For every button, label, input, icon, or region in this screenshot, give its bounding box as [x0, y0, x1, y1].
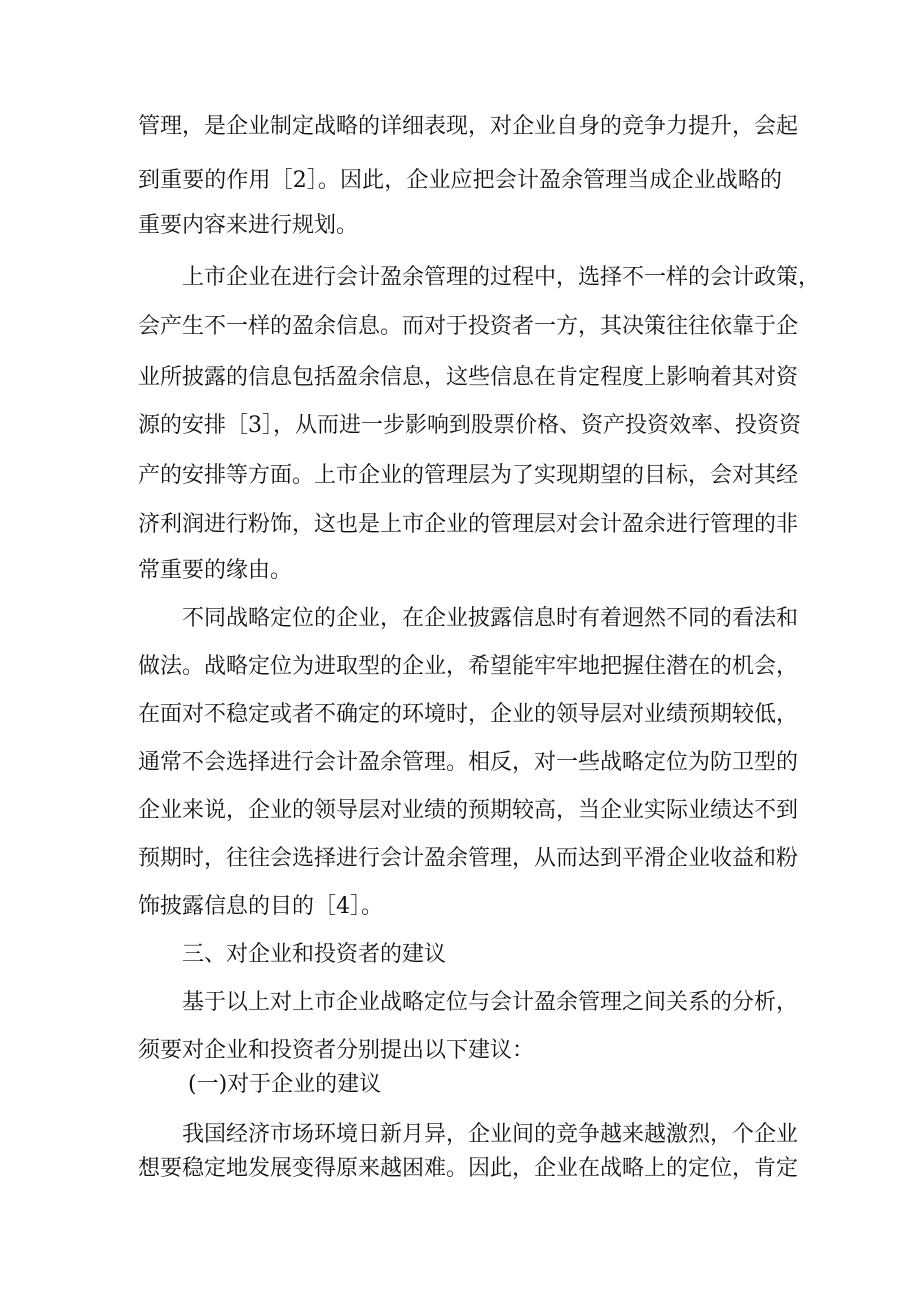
- body-line: 产的安排等方面。上市企业的管理层为了实现期望的目标，会对其经: [138, 463, 799, 488]
- section-heading: 三、对企业和投资者的建议: [182, 942, 447, 967]
- body-line: 想要稳定地发展变得原来越困难。因此，企业在战略上的定位，肯定: [138, 1156, 799, 1181]
- body-line: 会产生不一样的盈余信息。而对于投资者一方，其决策往往依靠于企: [138, 314, 799, 339]
- body-line: 在面对不稳定或者不确定的环境时，企业的领导层对业绩预期较低，: [138, 702, 799, 727]
- body-line: 预期时，往往会选择进行会计盈余管理，从而达到平滑企业收益和粉: [138, 846, 799, 871]
- body-line: 不同战略定位的企业，在企业披露信息时有着迥然不同的看法和: [182, 606, 799, 631]
- body-line: 济利润进行粉饰，这也是上市企业的管理层对会计盈余进行管理的非: [138, 512, 799, 537]
- body-line: 饰披露信息的目的［4］。: [138, 894, 383, 919]
- body-line: 源的安排［3］，从而进一步影响到股票价格、资产投资效率、投资资: [138, 413, 801, 438]
- body-line: 通常不会选择进行会计盈余管理。相反，对一些战略定位为防卫型的: [138, 750, 799, 775]
- body-line: 须要对企业和投资者分别提出以下建议：: [138, 1038, 535, 1063]
- subsection-heading: (一)对于企业的建议: [188, 1072, 382, 1097]
- body-line: 做法。战略定位为进取型的企业，希望能牢牢地把握住潜在的机会，: [138, 654, 799, 679]
- body-line: 业所披露的信息包括盈余信息，这些信息在肯定程度上影响着其对资: [138, 365, 799, 390]
- body-line: 重要内容来进行规划。: [138, 213, 359, 238]
- body-line: 管理，是企业制定战略的详细表现，对企业自身的竞争力提升，会起: [138, 114, 799, 139]
- body-line: 到重要的作用［2］。因此，企业应把会计盈余管理当成企业战略的: [138, 168, 782, 193]
- body-line: 基于以上对上市企业战略定位与会计盈余管理之间关系的分析，: [182, 990, 799, 1015]
- body-line: 企业来说，企业的领导层对业绩的预期较高，当企业实际业绩达不到: [138, 798, 799, 823]
- body-line: 上市企业在进行会计盈余管理的过程中，选择不一样的会计政策，: [182, 265, 821, 290]
- body-line: 常重要的缘由。: [138, 558, 293, 583]
- body-line: 我国经济市场环境日新月异，企业间的竞争越来越激烈，个企业: [182, 1122, 799, 1147]
